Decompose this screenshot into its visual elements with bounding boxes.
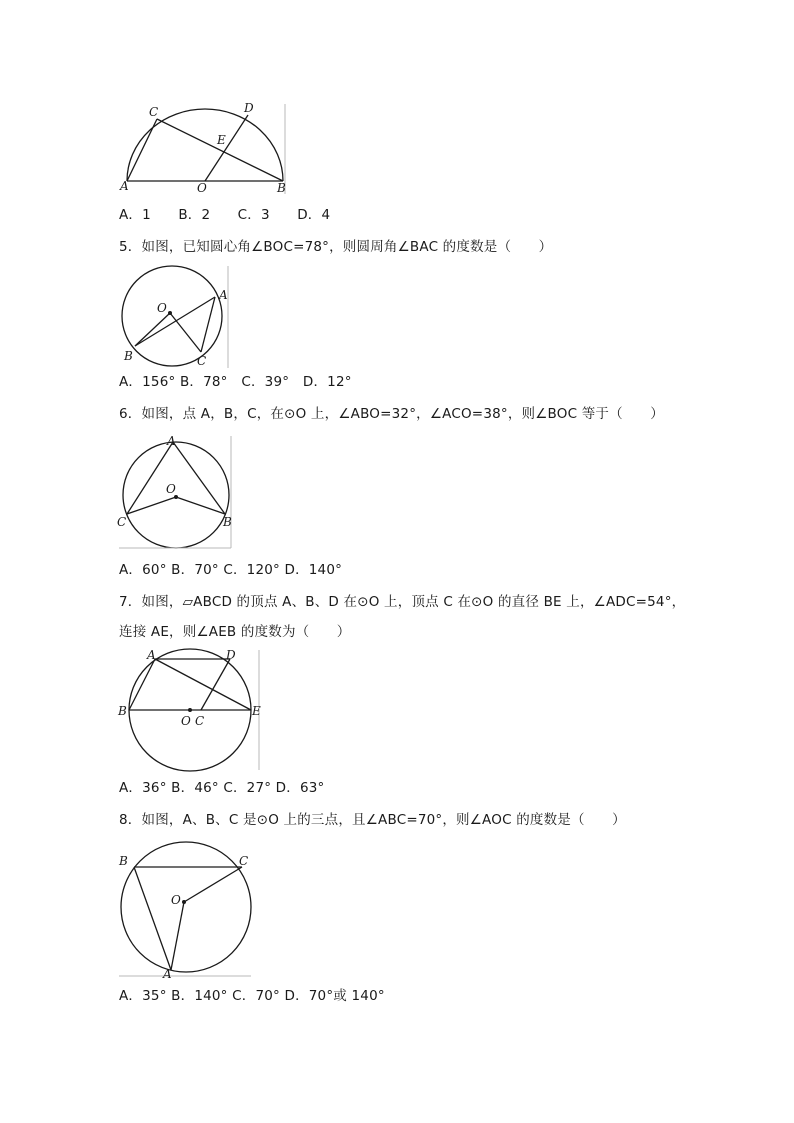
q7-side-dc [201,659,230,710]
q4-label-e: E [217,133,226,147]
q7-label-c: C [195,714,205,728]
q6-chord-ac [127,442,173,514]
q8-label-b: B [119,854,128,868]
q5-figure [117,266,235,370]
q4-radius-od [205,115,248,181]
q8-figure [117,838,257,980]
q6-figure [117,434,235,550]
q4-chord-ac [127,119,157,181]
q7-side-ab [129,659,155,710]
q5-radius-ob [135,313,170,346]
q6-stem: 6．如图，点 A，B，C，在⊙O 上，∠ABO=32°，∠ACO=38°，则∠BOC 等于（ ） [119,406,664,422]
q4-label-b: B [277,181,286,195]
q6-radius-ob [176,497,225,514]
q6-label-o: O [166,482,176,496]
q8-label-c: C [239,854,249,868]
q5-label-c: C [197,354,207,368]
q4-label-c: C [149,105,159,119]
q8-options: A．35° B．140° C．70° D．70°或 140° [119,988,385,1004]
q6-chord-ab [173,442,225,514]
q6-options: A．60° B．70° C．120° D．140° [119,562,343,578]
q6-label-b: B [223,515,232,529]
q4-figure [117,100,292,198]
q4-chord-cb [157,119,283,181]
q5-label-a: A [219,288,228,302]
q7-label-a: A [147,648,156,662]
q6-label-c: C [117,515,127,529]
q7-label-b: B [118,704,127,718]
q4-label-d: D [244,101,254,115]
q7-center-dot [188,708,192,712]
q5-chord-ab [135,297,215,346]
q5-stem: 5．如图，已知圆心角∠BOC=78°，则圆周角∠BAC 的度数是（ ） [119,239,553,255]
q5-label-o: O [157,301,167,315]
q7-segment-ae [155,659,251,710]
q5-options: A．156° B．78° C．39° D．12° [119,374,352,390]
q4-options: A．1 B．2 C．3 D．4 [119,207,331,223]
q8-radius-oc [184,867,242,902]
q5-center-dot [168,311,172,315]
q6-radius-oc [127,497,176,514]
q7-label-e: E [252,704,261,718]
q5-radius-oc [170,313,201,352]
q4-label-o: O [197,181,207,195]
q6-label-a: A [167,434,176,448]
q8-label-a: A [163,967,172,981]
q7-figure [117,648,265,772]
q7-label-o: O [181,714,191,728]
q5-label-b: B [124,349,133,363]
q8-center-dot [182,900,186,904]
q7-stem-line-2: 连接 AE，则∠AEB 的度数为（ ） [119,624,351,640]
q7-label-d: D [226,648,236,662]
q4-label-a: A [120,179,129,193]
q8-circle [121,842,251,972]
q8-radius-oa [171,902,184,970]
q7-options: A．36° B．46° C．27° D．63° [119,780,325,796]
q8-chord-ba [134,867,171,970]
q8-stem: 8．如图，A、B、C 是⊙O 上的三点，且∠ABC=70°，则∠AOC 的度数是（ ） [119,812,626,828]
q8-label-o: O [171,893,181,907]
q7-stem-line-1: 7．如图，▱ABCD 的顶点 A、B、D 在⊙O 上，顶点 C 在⊙O 的直径 BE 上，∠ADC=54°， [119,594,686,610]
